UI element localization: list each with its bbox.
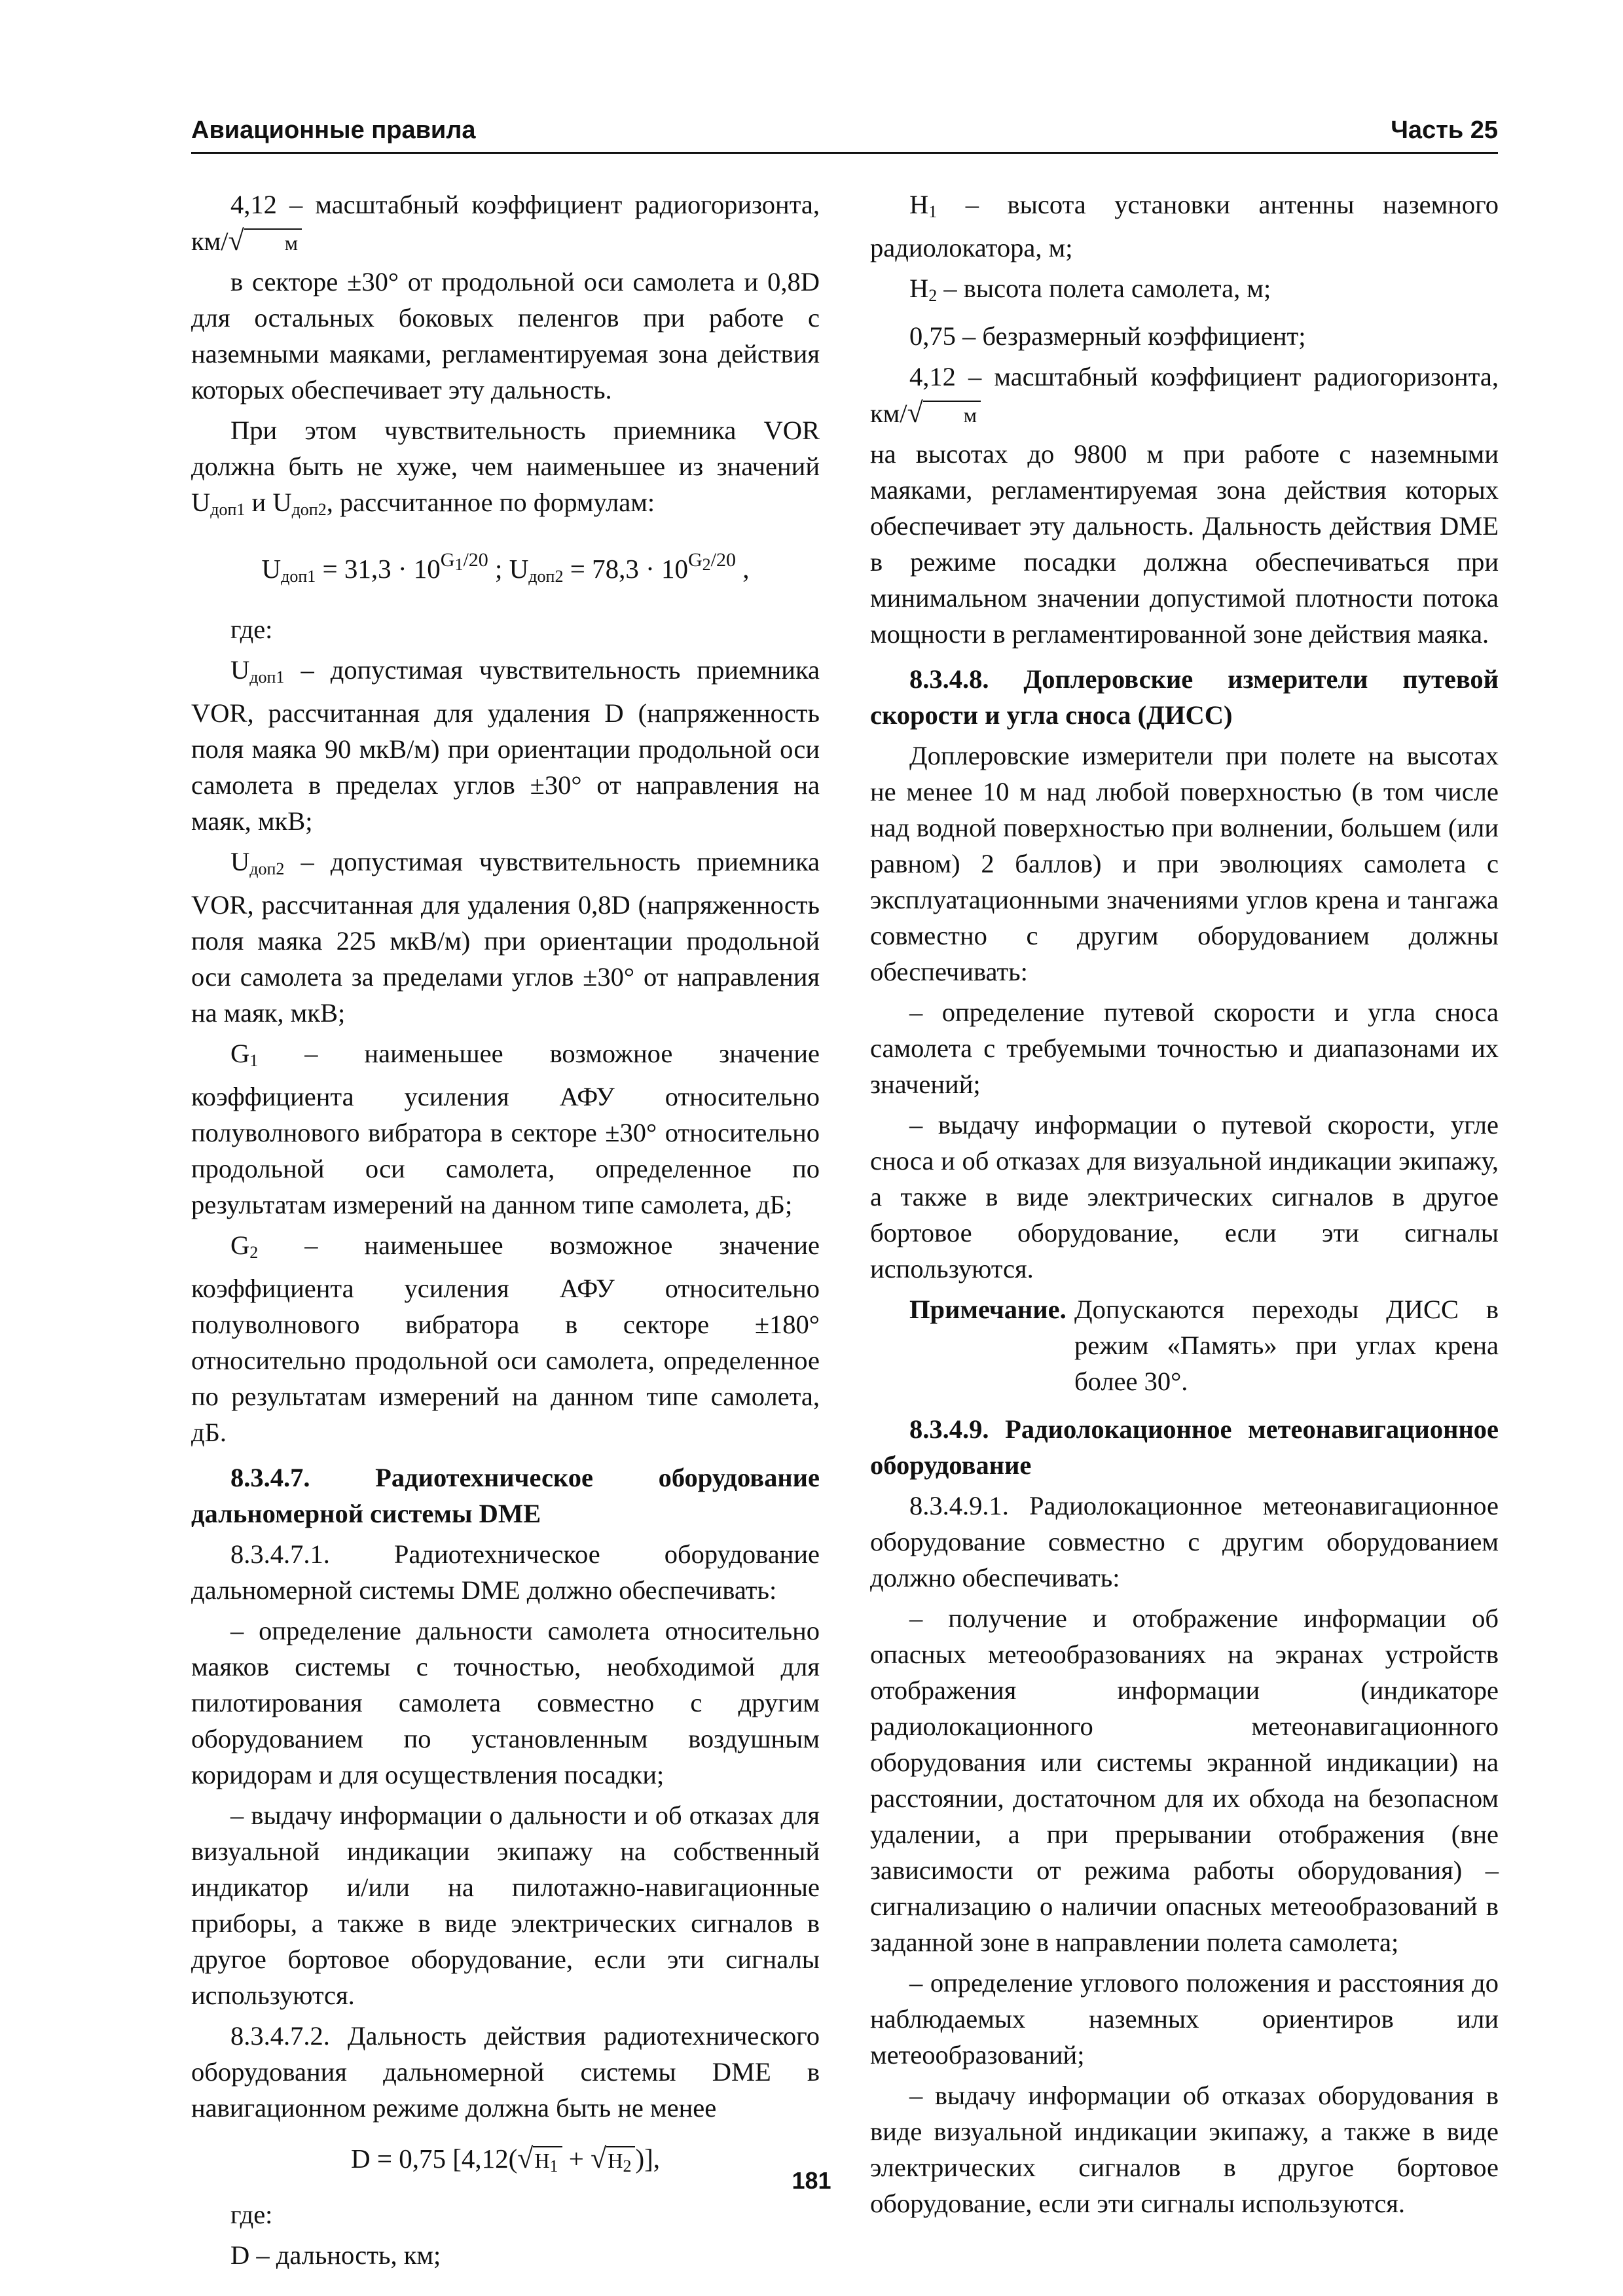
formula-dme-range: D = 0,75 [$4,12(√H_1 + √H_2$ )], [191, 2140, 820, 2179]
definition: $G_1$ – наименьшее возможное значение коэффициента усиления АФУ относительно полуволнового вибратора в секторе ±30° относительно продольной оси самолета, определенное по результатам измерений на данном типе самолета, дБ; [191, 1039, 820, 1219]
paragraph: При этом чувствительность приемника VOR должна быть не хуже, чем наименьшее из значений $U_{доп1}$ и $U_{доп2}$, рассчитанное по формулам: [191, 416, 820, 519]
header-title: Авиационные правила [191, 117, 476, 144]
paragraph: – определение углового положения и расстояния до наблюдаемых наземных ориентиров или метеообразований; [870, 1968, 1499, 2070]
definition: $U_{доп2}$ – допустимая чувствительность приемника VOR, рассчитанная для удаления 0,8D (напряженность поля маяка 225 мкВ/м) при ориентации продольной оси самолета за пределами углов ±30° от направления на маяк, мкВ; [191, 847, 820, 1028]
note-label: Примечание. [909, 1295, 1067, 1324]
formula-vor-sensitivity: $U_{доп1} = 31,3 \cdot 10^{G1/20}$ ; $U_{доп2} = 78,3 \cdot 10^{G2/20}$ , [261, 549, 750, 586]
definition: 0,75 – безразмерный коэффициент; [909, 321, 1306, 351]
left-column [191, 187, 820, 2278]
page-number: 181 [792, 2167, 831, 2194]
section-heading: 8.3.4.7. Радиотехническое оборудование дальномерной системы DME [191, 1463, 820, 1528]
paragraph: где: [230, 2200, 273, 2229]
section-heading: 8.3.4.9. Радиолокационное метеонавигационное оборудование [870, 1414, 1499, 1480]
sqrt-expression: м [244, 228, 302, 256]
header-part: Часть 25 [1391, 117, 1498, 144]
paragraph: – выдачу информации об отказах оборудования в виде визуальной индикации экипажу, а также в виде электрических сигналов в другое бортовое оборудование, если эти сигналы используются. [870, 2081, 1499, 2218]
paragraph: 4,12 – масштабный коэффициент радиогоризонта, км/√ м [191, 190, 820, 257]
note-body: Допускаются переходы ДИСС в режим «Память» при углах крена более 30°. [1074, 1295, 1499, 1396]
definition: $H_2$ – высота полета самолета, м; [909, 274, 1271, 305]
paragraph: – определение дальности самолета относительно маяков системы с точностью, необходимой для пилотирования самолета совместно с другим оборудованием по установленным воздушным коридорам и для осуществления посадки; [191, 1616, 820, 1789]
paragraph: – определение путевой скорости и угла сноса самолета с требуемыми точностью и диапазонами их значений; [870, 997, 1499, 1099]
paragraph: – выдачу информации о дальности и об отказах для визуальной индикации экипажу на собственный индикатор и/или на пилотажно-навигационные приборы, а также в виде электрических сигналов в другое бортовое оборудование, если эти сигналы используются. [191, 1801, 820, 2010]
right-column [870, 187, 1499, 2226]
definition: $G_2$ – наименьшее возможное значение коэффициента усиления АФУ относительно полуволнового вибратора в секторе ±180° относительно продольной оси самолета, определенное по результатам измерений на данном типе самолета, дБ. [191, 1230, 820, 1447]
paragraph: в секторе ±30° от продольной оси самолета и 0,8D для остальных боковых пеленгов при работе с наземными маяками, регламентируемая зона действия которых обеспечивает эту дальность. [191, 267, 820, 404]
note [870, 1291, 1499, 1399]
paragraph: 8.3.4.7.1. Радиотехническое оборудование дальномерной системы DME должно обеспечивать: [191, 1539, 820, 1605]
paragraph: D – дальность, км; [230, 2240, 441, 2270]
running-header [191, 111, 1498, 154]
definition: 4,12 – масштабный коэффициент радиогоризонта, км/√ м [870, 362, 1499, 429]
paragraph: где: [230, 615, 273, 644]
paragraph: 8.3.4.9.1. Радиолокационное метеонавигационное оборудование совместно с другим оборудованием должно обеспечивать: [870, 1491, 1499, 1592]
section-heading: 8.3.4.8. Доплеровские измерители путевой скорости и угла сноса (ДИСС) [870, 664, 1499, 730]
paragraph: – выдачу информации о путевой скорости, угле сноса и об отказах для визуальной индикации экипажу, а также в виде электрических сигналов в другое бортовое оборудование, если эти сигналы используются. [870, 1110, 1499, 1283]
paragraph: Доплеровские измерители при полете на высотах не менее 10 м над любой поверхностью (в том числе над водной поверхностью при волнении, большем (или равном) 2 баллов) и при эволюциях самолета с эксплуатационными значениями углов крена и тангажа совместно с другим оборудованием должны обеспечивать: [870, 741, 1499, 986]
definition: $H_1$ – высота установки антенны наземного радиолокатора, м; [870, 190, 1499, 262]
paragraph: на высотах до 9800 м при работе с наземными маяками, регламентируемая зона действия которых обеспечивает эту дальность. Дальность действия DME в режиме посадки должна обеспечиваться при минимальном значении допустимой плотности потока мощности в регламентированной зоне действия маяка. [870, 439, 1499, 649]
definition: $U_{доп1}$ – допустимая чувствительность приемника VOR, рассчитанная для удаления D (напряженность поля маяка 90 мкВ/м) при ориентации продольной оси самолета в пределах углов ±30° от направления на маяк, мкВ; [191, 655, 820, 836]
paragraph: 8.3.4.7.2. Дальность действия радиотехнического оборудования дальномерной системы DME в навигационном режиме должна быть не менее [191, 2021, 820, 2123]
paragraph: – получение и отображение информации об опасных метеообразованиях на экранах устройств отображения информации (индикаторе радиолокационного метеонавигационного оборудования или системы экранной индикации) на расстоянии, достаточном для их обхода на безопасном удалении, а при прерывании отображения (вне зависимости от режима работы оборудования) – сигнализацию о наличии опасных метеообразований в заданной зоне в направлении полета самолета; [870, 1604, 1499, 1957]
sqrt-expression: м [923, 401, 981, 428]
